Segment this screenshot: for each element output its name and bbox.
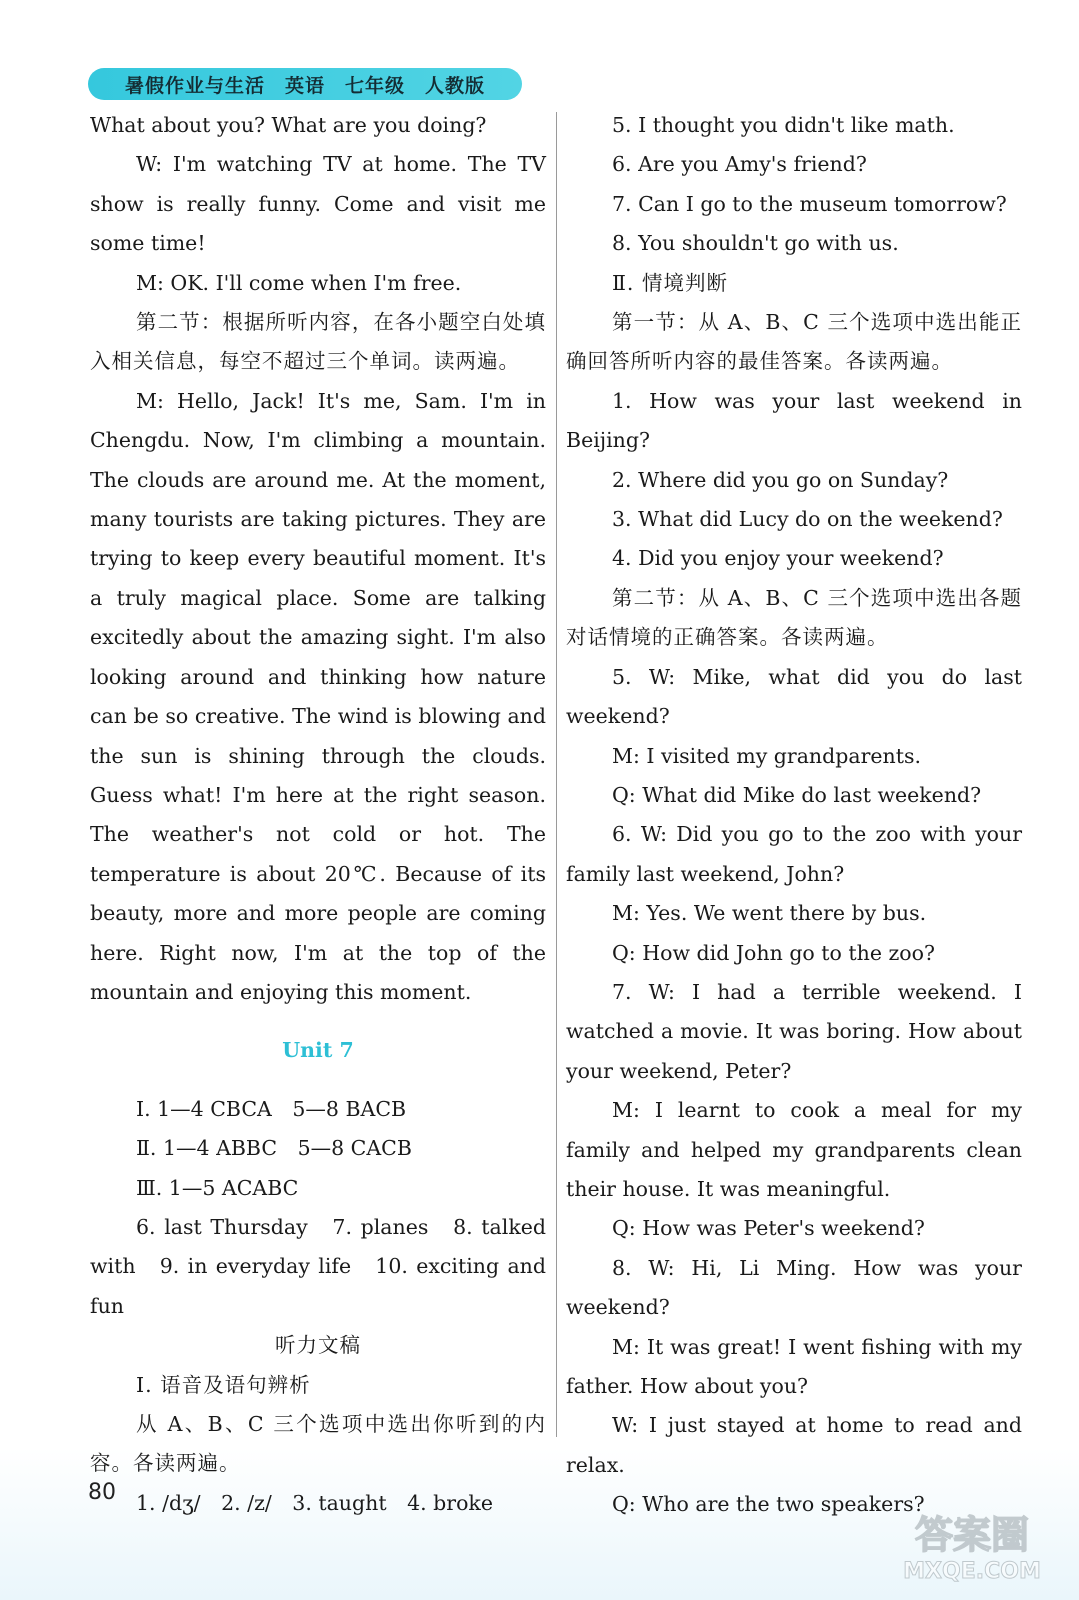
dialogue-line: M: I visited my grandparents. xyxy=(612,743,922,768)
list-item: 1. How was your last weekend in Beijing? xyxy=(566,388,1022,453)
dialogue-line: M: It was great! I went fishing with my father. How about you? xyxy=(566,1334,1022,1398)
dialogue-line: 6. W: Did you go to the zoo with your family last weekend, John? xyxy=(566,822,1022,886)
list-item: 6. Are you Amy's friend? xyxy=(612,152,867,177)
watermark-cn: 答案圈 xyxy=(914,1513,1030,1557)
section-instruction: 第二节：根据所听内容，在各小题空白处填入相关信息，每空不超过三个单词。读两遍。 xyxy=(90,310,546,374)
transcript-title: 听力文稿 xyxy=(275,1333,361,1358)
dialogue-line: M: I learnt to cook a meal for my family and helped my grandparents clean their house. It was meaningful. xyxy=(566,1098,1022,1201)
answer-line: Ⅱ. 1—4 ABBC 5—8 CACB xyxy=(136,1136,412,1161)
section-heading: Ⅱ. 情境判断 xyxy=(612,270,728,295)
answer-line: Ⅰ. 1—4 CBCA 5—8 BACB xyxy=(136,1096,407,1121)
list-item: 2. Where did you go on Sunday? xyxy=(612,467,949,492)
dialogue-line: 5. W: Mike, what did you do last weekend? xyxy=(566,664,1022,729)
answer-line: 1. /dʒ/ 2. /z/ 3. taught 4. broke xyxy=(136,1490,493,1515)
answer-line: Ⅲ. 1—5 ACABC xyxy=(136,1175,299,1200)
dialogue-line: Q: How was Peter's weekend? xyxy=(612,1216,925,1241)
right-column xyxy=(566,106,1022,1525)
list-item: 5. I thought you didn't like math. xyxy=(612,113,955,137)
paragraph: M: OK. I'll come when I'm free. xyxy=(136,270,462,295)
unit-title: Unit 7 xyxy=(282,1038,354,1063)
watermark-url: MXQE.COM xyxy=(903,1559,1041,1584)
dialogue-line: 8. W: Hi, Li Ming. How was your weekend? xyxy=(566,1255,1022,1320)
watermark-logo xyxy=(887,1506,1057,1586)
list-item: 8. You shouldn't go with us. xyxy=(612,231,899,256)
list-item: 7. Can I go to the museum tomorrow? xyxy=(612,191,1007,216)
left-column xyxy=(90,106,546,1523)
dialogue-line: 7. W: I had a terrible weekend. I watched a movie. It was boring. How about your weekend, Peter? xyxy=(566,979,1022,1083)
paragraph: What about you? What are you doing? xyxy=(90,113,487,137)
dialogue-line: Q: What did Mike do last weekend? xyxy=(612,782,982,807)
section-instruction: 从 A、B、C 三个选项中选出你听到的内容。各读两遍。 xyxy=(90,1412,546,1476)
column-divider xyxy=(556,112,557,1437)
list-item: 4. Did you enjoy your weekend? xyxy=(612,546,944,571)
section-instruction: 第一节：从 A、B、C 三个选项中选出能正确回答所听内容的最佳答案。各读两遍。 xyxy=(566,310,1022,374)
paragraph: W: I'm watching TV at home. The TV show is really funny. Come and visit me some time! xyxy=(90,152,546,256)
answer-line: 6. last Thursday 7. planes 8. talked with 9. in everyday life 10. exciting and fun xyxy=(90,1214,546,1318)
page-number: 80 xyxy=(88,1480,116,1505)
dialogue-line: M: Yes. We went there by bus. xyxy=(612,901,927,926)
paragraph: M: Hello, Jack! It's me, Sam. I'm in Chengdu. Now, I'm climbing a mountain. The clouds are around me. At the moment, many tourists are taking pictures. They are trying to keep every beautiful moment. It's a truly magical place. Some are talking excitedly about the amazing sight. I'm also looking around and thinking how nature can be so creative. The wind is blowing and the sun is shining through the clouds. Guess what! I'm here at the right season. The weather's not cold or hot. The temperature is about 20℃. Because of its beauty, more and more people are coming here. Right now, I'm at the top of the mountain and enjoying this moment. xyxy=(90,388,546,1004)
section-instruction: 第二节：从 A、B、C 三个选项中选出各题对话情境的正确答案。各读两遍。 xyxy=(566,585,1022,650)
section-heading: Ⅰ. 语音及语句辨析 xyxy=(136,1372,311,1397)
list-item: 3. What did Lucy do on the weekend? xyxy=(612,507,1003,532)
dialogue-line: Q: Who are the two speakers? xyxy=(612,1492,925,1517)
dialogue-line: Q: How did John go to the zoo? xyxy=(612,940,935,965)
page-header: 暑假作业与生活 英语 七年级 人教版 xyxy=(88,68,522,100)
dialogue-line: W: I just stayed at home to read and relax. xyxy=(566,1413,1022,1477)
